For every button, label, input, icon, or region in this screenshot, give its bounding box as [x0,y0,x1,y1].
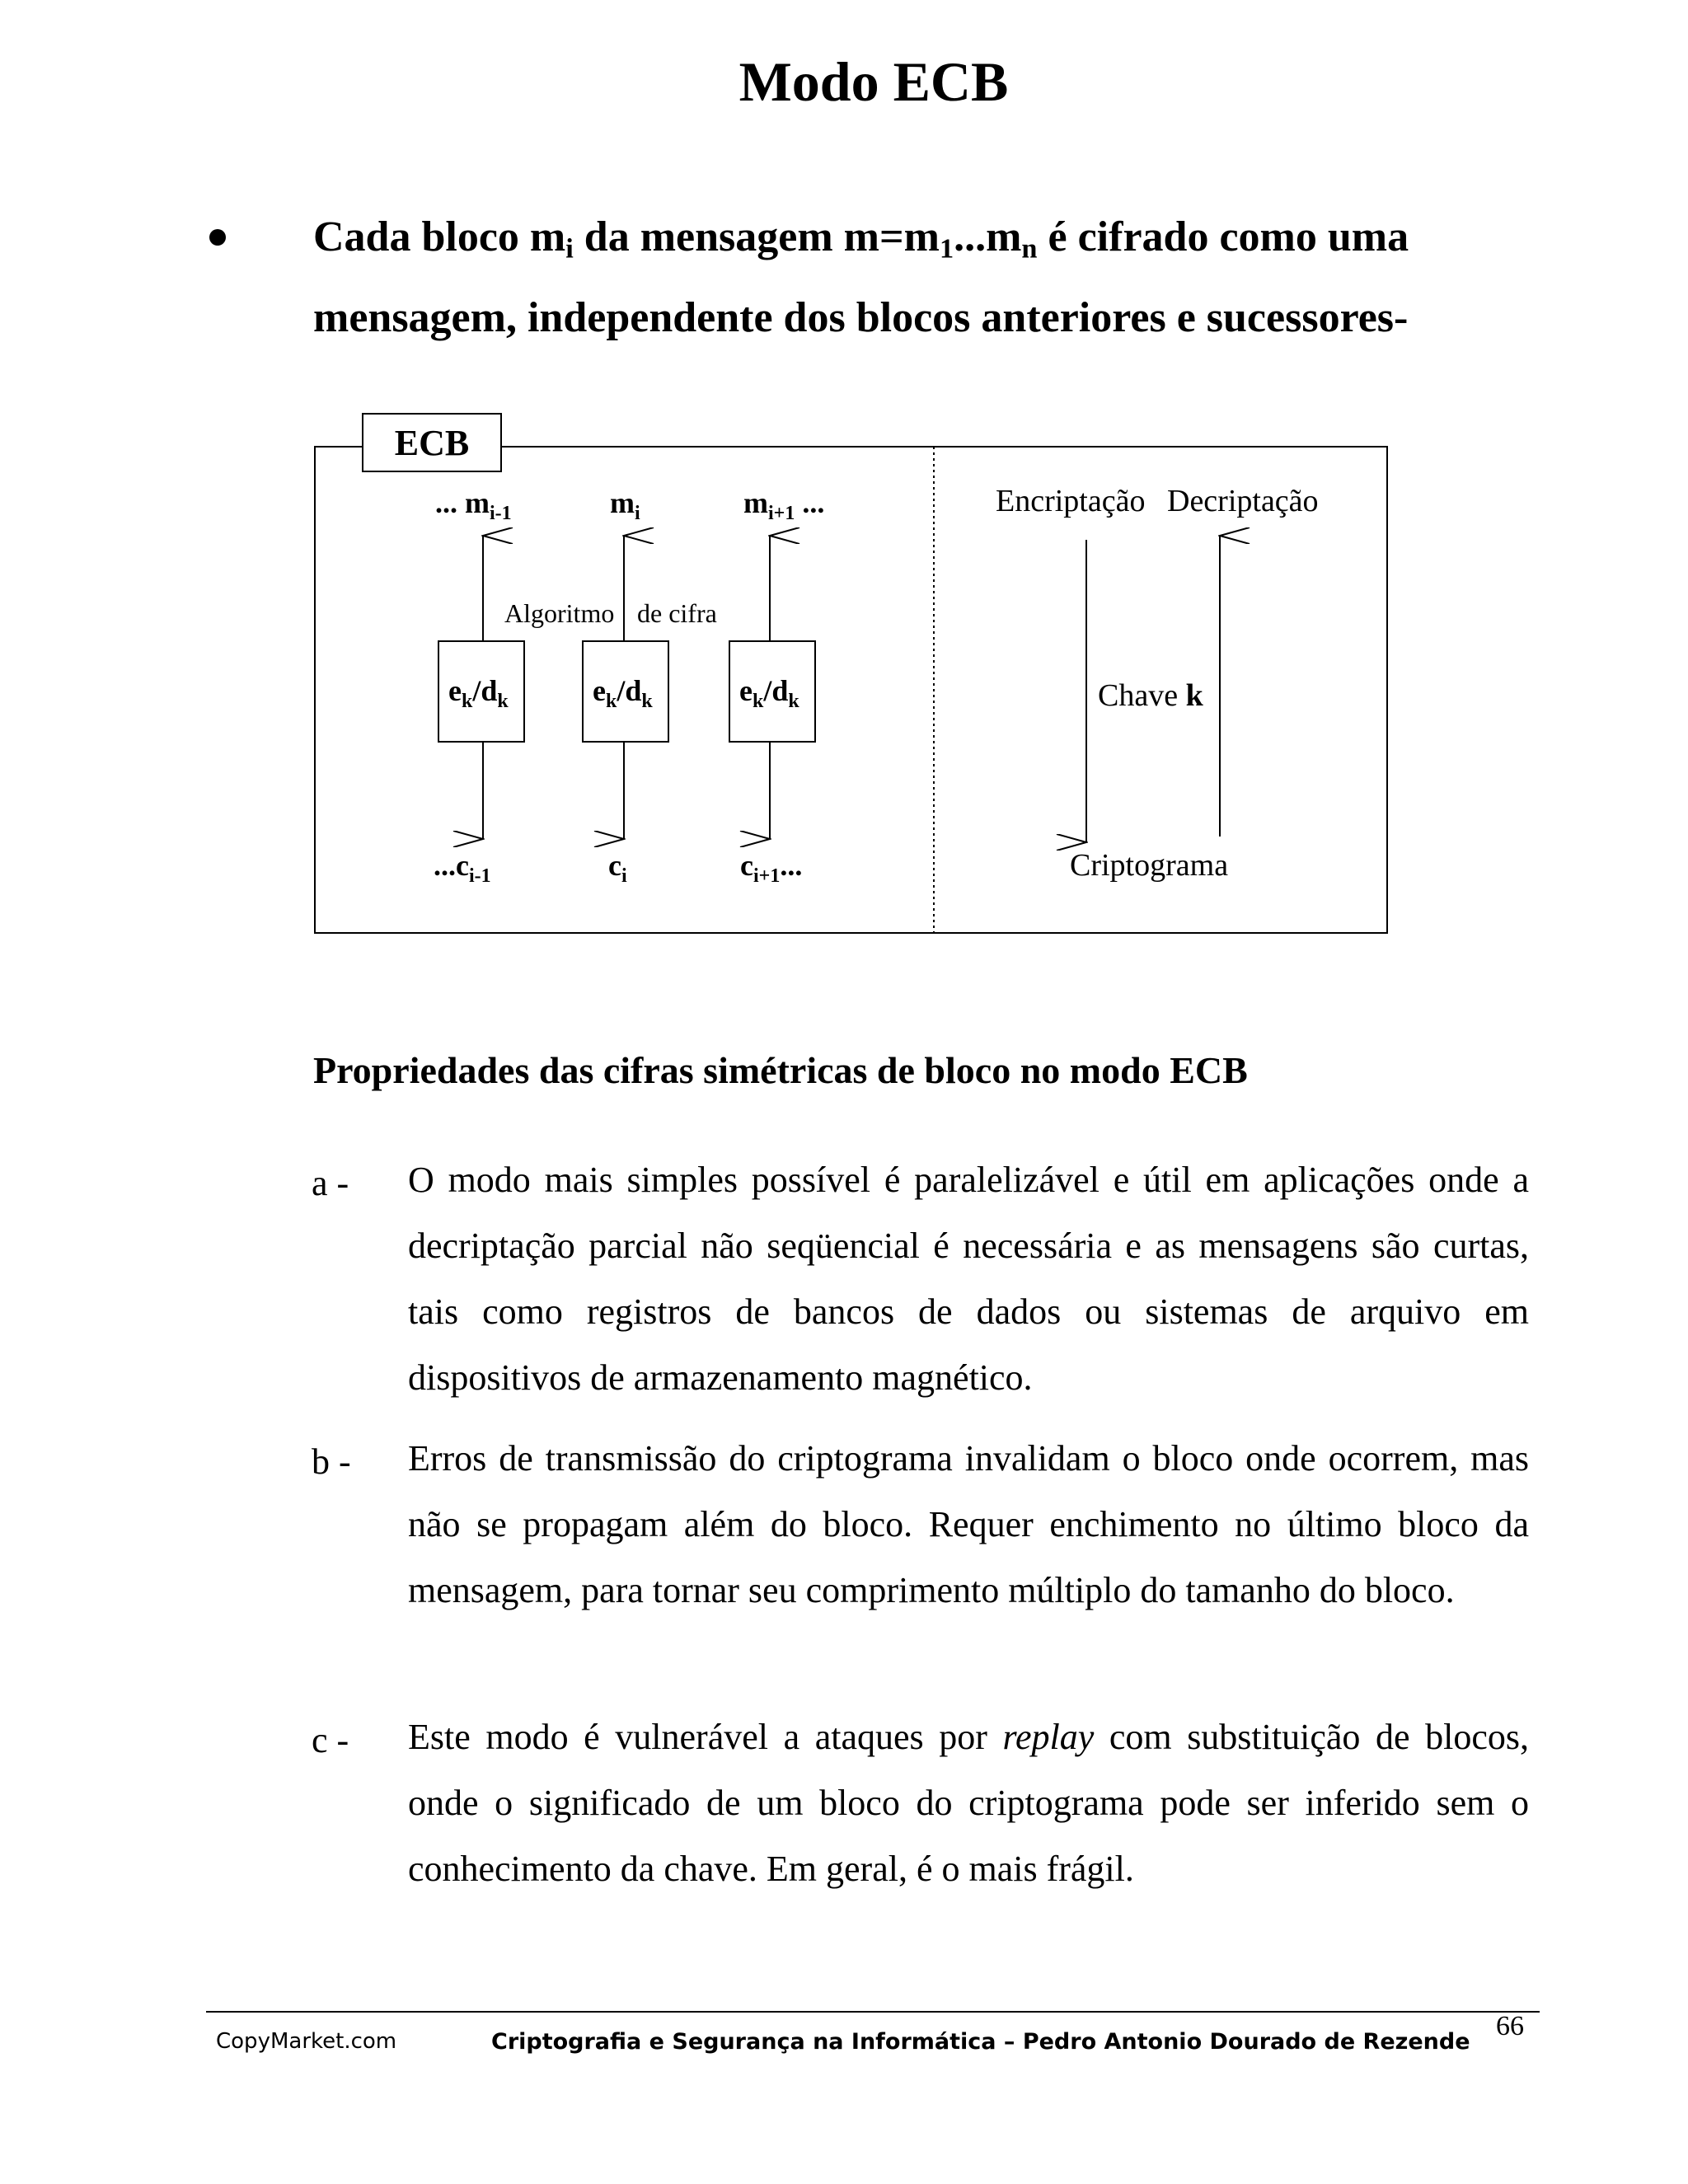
replay-term: replay [1002,1717,1095,1757]
key-label: Chave k [1098,678,1203,713]
decryption-label: Decriptação [1167,484,1319,518]
cipher-label-prev: $...c_{i-1}$ [434,849,491,887]
footer-divider [206,2011,1540,2013]
algorithm-label-right: de cifra [637,598,717,628]
footer-publisher: CopyMarket.com [216,2029,397,2054]
algorithm-label-left: Algoritmo [504,598,615,628]
cipher-label-next: $c_{i+1}$... [740,849,803,887]
encryption-label: Encriptação [996,484,1146,518]
bullet-subscript: n [1021,232,1038,265]
list-item-text-part: com substituição de blocos, onde o significado de um bloco do criptograma pode ser inferido sem o conhecimento da chave. Em geral, é o mais frágil. [408,1717,1529,1889]
list-item-label: a - [312,1163,349,1203]
cipher-block-label-2: $e_k/d_k$ [593,674,653,712]
bullet-subscript: 1 [939,232,954,265]
cipher-block-label-1: $e_k/d_k$ [448,674,509,712]
page-title: Modo ECB [738,50,1009,113]
section-heading: Propriedades das cifras simétricas de bloco no modo ECB [313,1049,1248,1091]
bullet-subscript: i [565,232,574,265]
footer-book-title: Criptografia e Segurança na Informática – Pedro Antonio Dourado de Rezende [491,2029,1470,2055]
list-item-text: Erros de transmissão do criptograma invalidam o bloco onde ocorrem, mas não se propagam além do bloco. Requer enchimento no último bloco da mensagem, para tornar seu comprimento múltiplo do tamanho do bloco. [408,1438,1529,1610]
ecb-diagram [0,0,1688,989]
list-item-label: b - [312,1441,351,1482]
ciphertext-label: Criptograma [1070,848,1229,883]
list-item-text: O modo mais simples possível é paralelizável e útil em aplicações onde a decriptação parcial não seqüencial é necessária e as mensagens são curtas, tais como registros de bancos de dados ou sistemas de arquivo em dispositivos de armazenamento magnético. [408,1160,1529,1398]
bullet-text-part: ...m [954,213,1022,260]
bullet-text-part: Cada bloco m [313,213,566,260]
bullet-text-part: é cifrado como uma [1037,213,1409,260]
list-item-label: c - [312,1720,349,1760]
cipher-label-current: $c_i$ [608,849,627,887]
message-label-next: $m_{i+1}$ ... [743,486,825,524]
ecb-tab-label: ECB [394,423,470,463]
list-item-text [408,1704,1529,1902]
page-number: 66 [1496,2011,1524,2041]
message-label-current: $m_i$ [610,486,640,524]
bullet-text-line2: mensagem, independente dos blocos anteriores e sucessores- [313,294,1409,341]
list-item-text-part: Este modo é vulnerável a ataques por [408,1717,1003,1757]
message-label-prev: ... $m_{i-1}$ [435,486,512,524]
cipher-block-label-3: $e_k/d_k$ [739,674,799,712]
bullet-text-part: da mensagem m=m [573,213,940,260]
